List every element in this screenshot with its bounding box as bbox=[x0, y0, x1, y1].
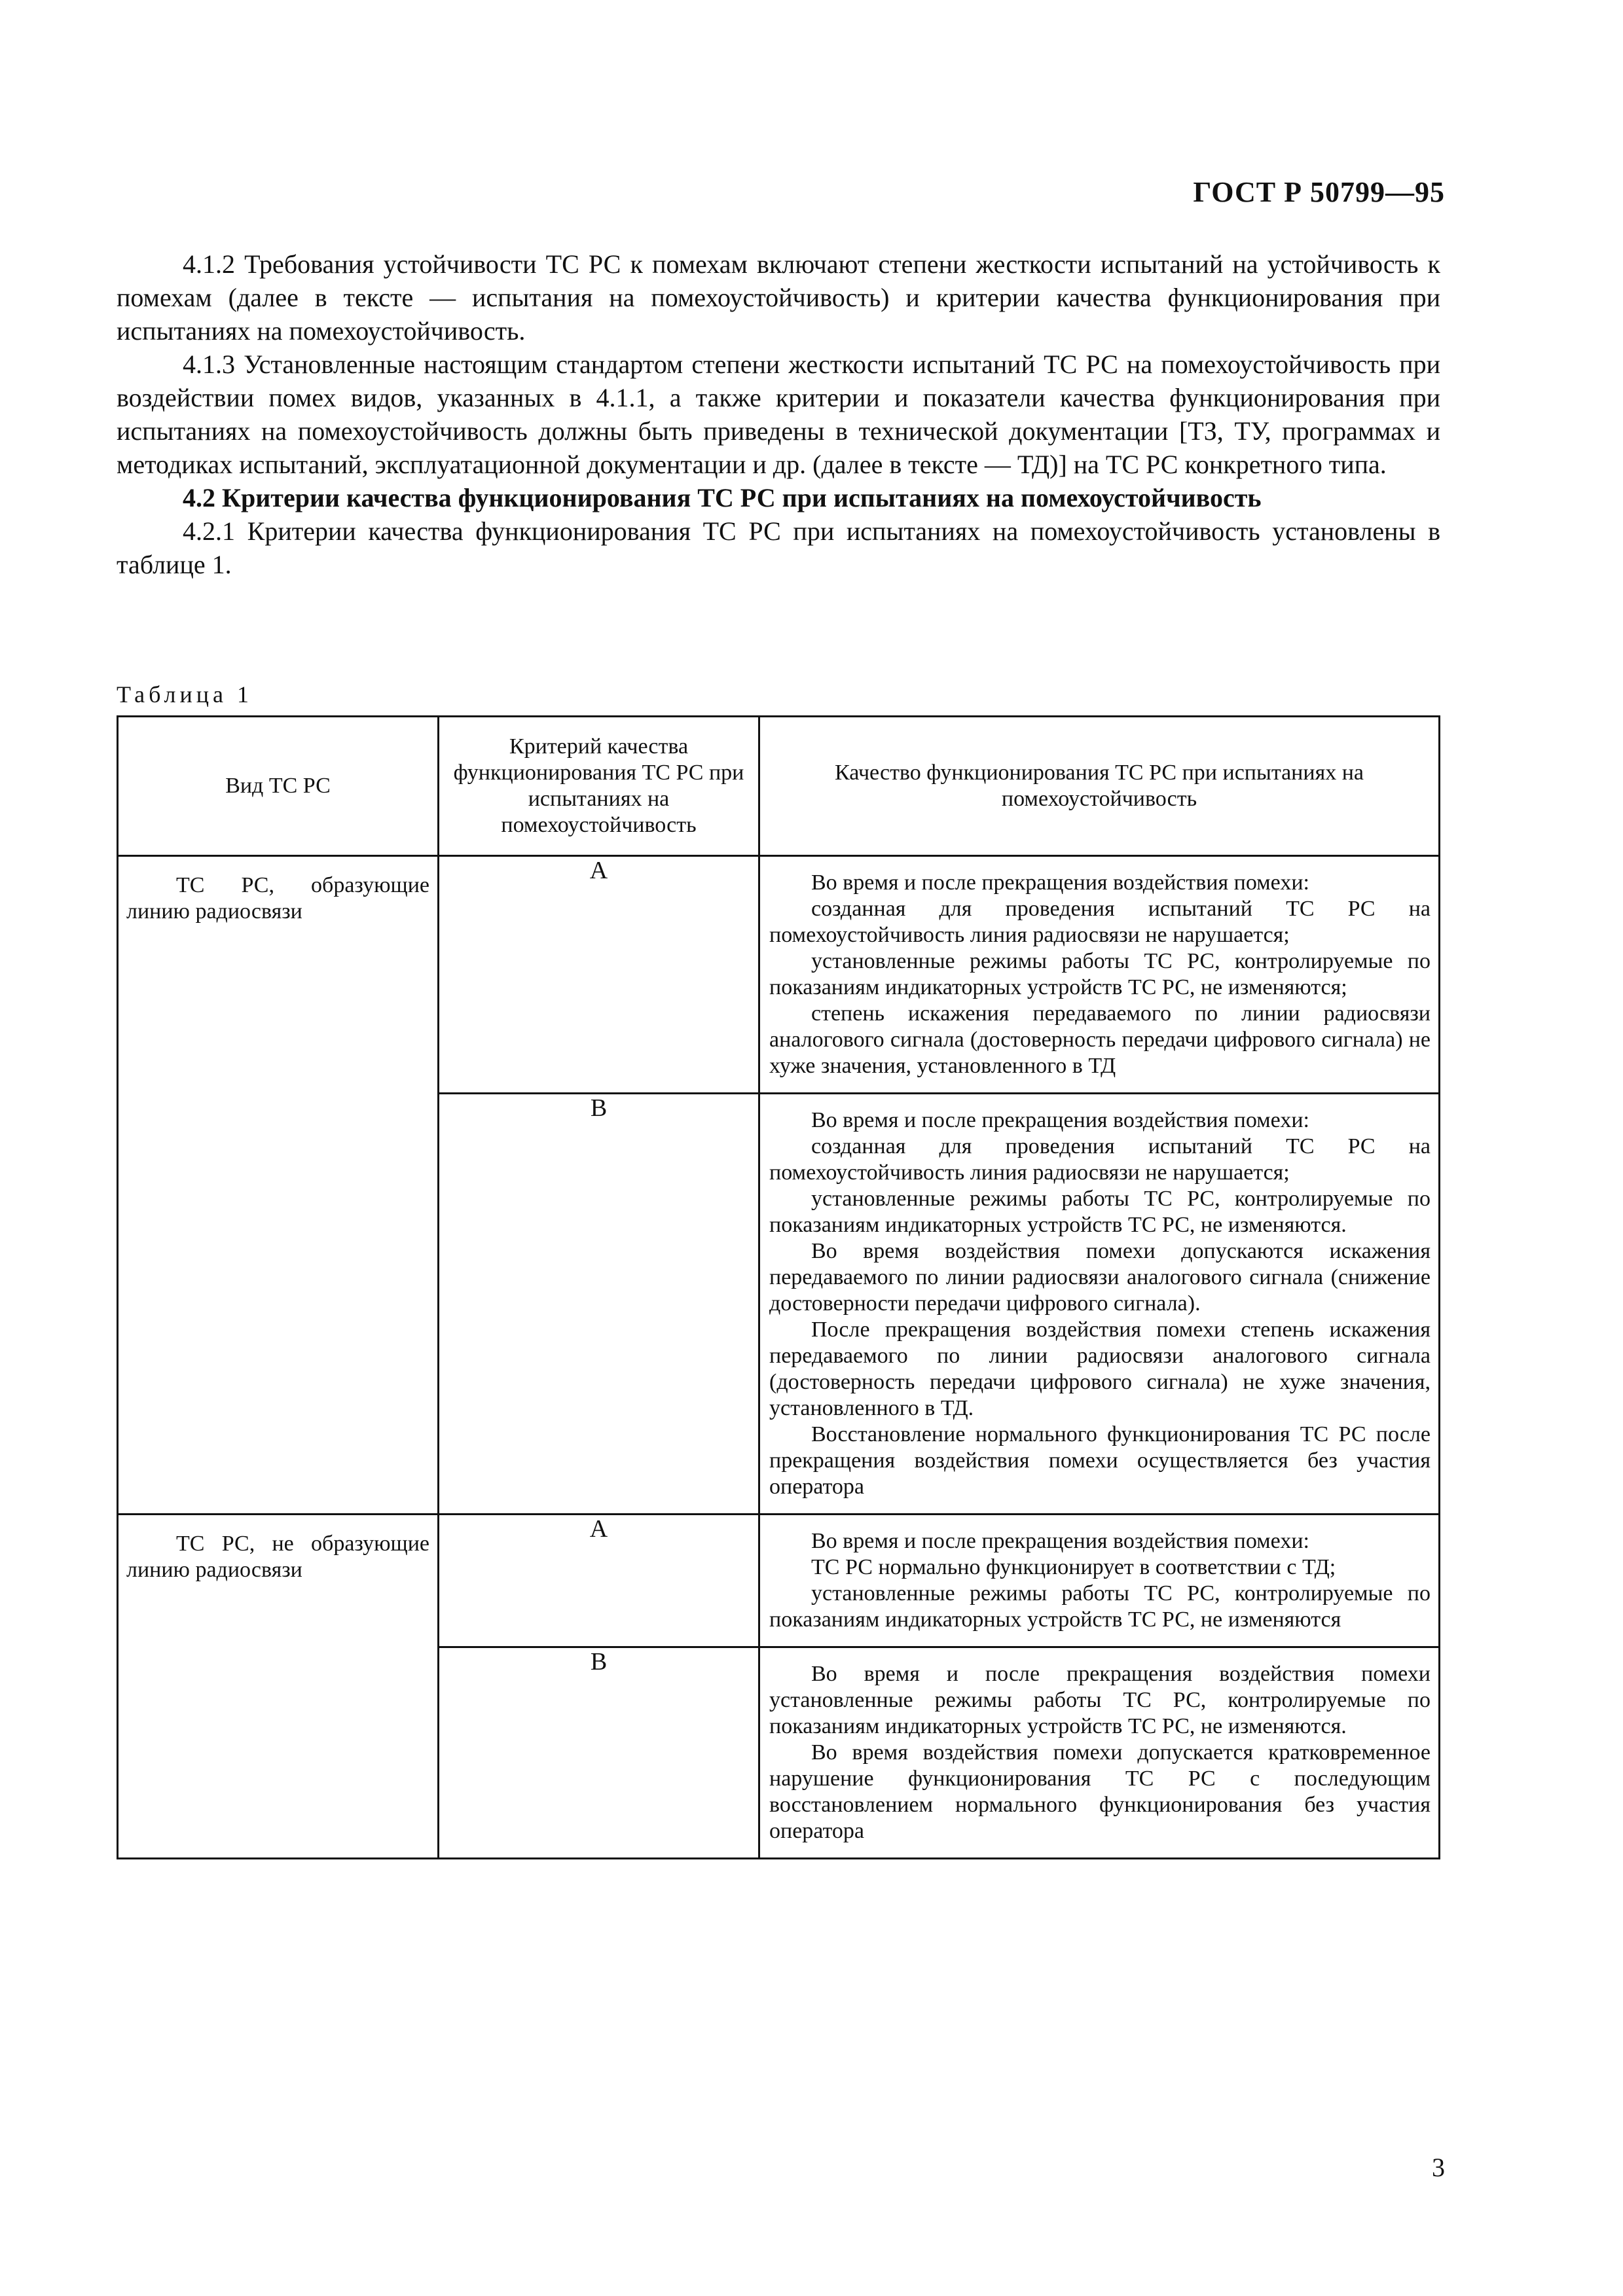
table-header-row bbox=[118, 717, 1440, 856]
description-line: установленные режимы работы ТС РС, контролируемые по показаниям индикаторных устройств ТС РС, не изменяются bbox=[769, 1581, 1431, 1632]
criterion-cell: B bbox=[439, 1647, 759, 1859]
kind-cell: ТС РС, не образующие линию радиосвязи bbox=[118, 1515, 439, 1859]
section-heading-4-2: 4.2 Критерии качества функционирования ТС РС при испытаниях на помехоустойчивость bbox=[183, 483, 1262, 512]
description-line: ТС РС нормально функционирует в соответствии с ТД; bbox=[811, 1555, 1336, 1579]
description-line: созданная для проведения испытаний ТС РС на помехоустойчивость линия радиосвязи не нарушается; bbox=[769, 897, 1431, 947]
table-row bbox=[118, 856, 1440, 1094]
header-quality: Качество функционирования ТС РС при испытаниях на помехоустойчивость bbox=[759, 717, 1440, 856]
header-kind: Вид ТС РС bbox=[118, 717, 439, 856]
description-line: Во время и после прекращения воздействия помехи: bbox=[811, 1529, 1309, 1553]
document-code-header: ГОСТ Р 50799—95 bbox=[1193, 176, 1445, 208]
description-line: Во время воздействия помехи допускается кратковременное нарушение функционирования ТС РС с последующим восстановлением нормального функционирования без участия оператора bbox=[769, 1740, 1431, 1843]
paragraph-4-1-2: 4.1.2 Требования устойчивости ТС РС к помехам включают степени жесткости испытаний на устойчивость к помехам (далее в тексте — испытания на помехоустойчивость) и критерии качества функционирования при испытаниях на помехоустойчивость. bbox=[117, 249, 1440, 346]
kind-cell: ТС РС, образующие линию радиосвязи bbox=[118, 856, 439, 1515]
description-line: Во время и после прекращения воздействия помехи: bbox=[811, 1108, 1309, 1132]
criteria-table bbox=[117, 715, 1440, 1859]
paragraph-4-2-1: 4.2.1 Критерии качества функционирования ТС РС при испытаниях на помехоустойчивость установлены в таблице 1. bbox=[117, 516, 1440, 579]
header-criterion: Критерий качества функционирования ТС РС при испытаниях на помехоустойчивость bbox=[439, 717, 759, 856]
description-cell bbox=[759, 856, 1440, 1094]
description-line: Во время воздействия помехи допускаются искажения передаваемого по линии радиосвязи аналогового сигнала (снижение достоверности передачи цифрового сигнала). bbox=[769, 1239, 1431, 1316]
description-line: степень искажения передаваемого по линии радиосвязи аналогового сигнала (достоверность передачи цифрового сигнала) не хуже значения, установленного в ТД bbox=[769, 1001, 1431, 1078]
description-line: установленные режимы работы ТС РС, контролируемые по показаниям индикаторных устройств ТС РС, не изменяются; bbox=[769, 949, 1431, 999]
criterion-cell: B bbox=[439, 1094, 759, 1515]
description-line: Во время и после прекращения воздействия помехи: bbox=[811, 870, 1309, 895]
table-caption: Таблица 1 bbox=[117, 681, 253, 708]
page-number: 3 bbox=[1432, 2153, 1445, 2182]
criterion-cell: A bbox=[439, 1515, 759, 1647]
description-line: Восстановление нормального функционирования ТС РС после прекращения воздействия помехи осуществляется без участия оператора bbox=[769, 1422, 1431, 1499]
description-line: Во время и после прекращения воздействия помехи установленные режимы работы ТС РС, контролируемые по показаниям индикаторных устройств ТС РС, не изменяются. bbox=[769, 1662, 1431, 1738]
body-text bbox=[117, 247, 1440, 581]
description-cell bbox=[759, 1647, 1440, 1859]
paragraph-4-1-3: 4.1.3 Установленные настоящим стандартом степени жесткости испытаний ТС РС на помехоустойчивость при воздействии помех видов, указанных в 4.1.1, а также критерии и показатели качества функционирования при испытаниях на помехоустойчивость должны быть приведены в технической документации [ТЗ, ТУ, программах и методиках испытаний, эксплуатационной документации и др. (далее в тексте — ТД)] на ТС РС конкретного типа. bbox=[117, 350, 1440, 479]
description-line: созданная для проведения испытаний ТС РС на помехоустойчивость линия радиосвязи не нарушается; bbox=[769, 1134, 1431, 1185]
description-cell bbox=[759, 1515, 1440, 1647]
table-row bbox=[118, 1515, 1440, 1647]
criterion-cell: A bbox=[439, 856, 759, 1094]
description-cell bbox=[759, 1094, 1440, 1515]
description-line: установленные режимы работы ТС РС, контролируемые по показаниям индикаторных устройств ТС РС, не изменяются. bbox=[769, 1187, 1431, 1237]
description-line: После прекращения воздействия помехи степень искажения передаваемого по линии радиосвязи аналогового сигнала (достоверность передачи цифрового сигнала) не хуже значения, установленного в ТД. bbox=[769, 1318, 1431, 1420]
